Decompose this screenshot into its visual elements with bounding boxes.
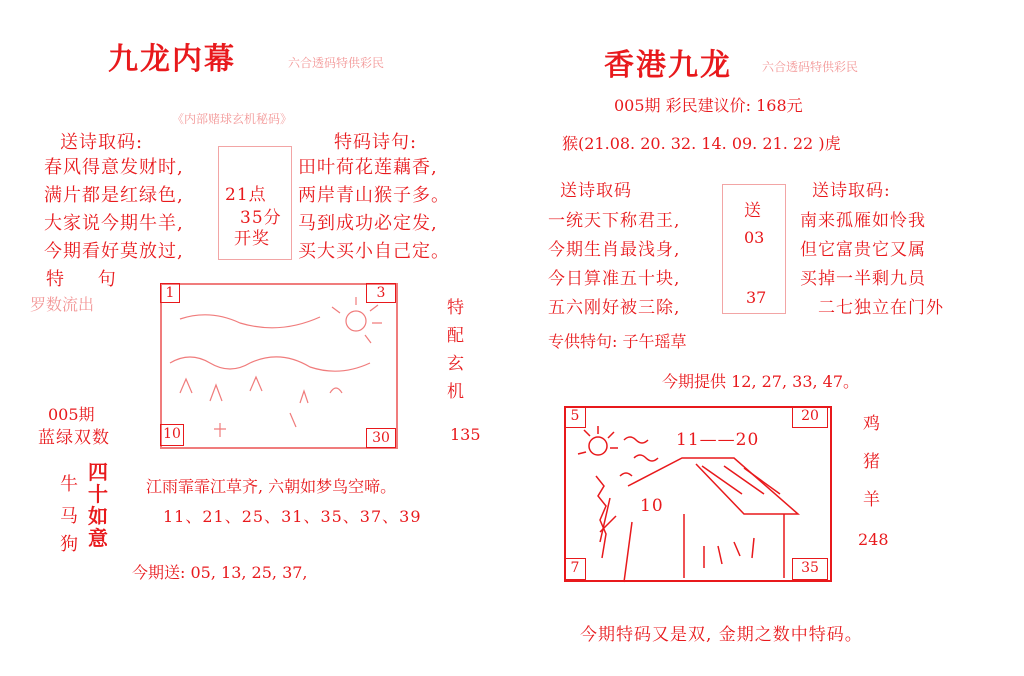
time-line: 21点	[225, 185, 267, 205]
left-corner-tl: 1	[160, 283, 180, 303]
right-poem2-line: 南来孤雁如怜我	[800, 211, 926, 231]
special-line: 专供特句: 子午瑶草	[548, 332, 687, 351]
right-poem1-line: 今日算准五十块,	[548, 269, 681, 289]
left-poem1-line: 今期看好莫放过,	[44, 241, 184, 262]
left-period: 005期	[48, 405, 95, 424]
monkey-line: 猴(21.08. 20. 32. 14. 09. 21. 22 )虎	[562, 134, 841, 153]
si-shi-char: 四	[88, 460, 108, 484]
animal-label: 狗	[60, 534, 79, 555]
left-poem2-line: 田叶荷花莲藕香,	[298, 157, 438, 178]
right-poem1-line: 今期生肖最浅身,	[548, 240, 681, 260]
send-box-line: 37	[746, 288, 767, 307]
left-corner-bl: 10	[160, 424, 184, 446]
left-poem1-header: 送诗取码:	[60, 132, 144, 153]
time-line: 35分	[240, 208, 282, 228]
price-line: 005期 彩民建议价: 168元	[614, 96, 803, 115]
right-corner-bl: 7	[564, 558, 586, 580]
right-corner-tr: 20	[792, 406, 828, 428]
right-corner-br: 35	[792, 558, 828, 580]
right-poem1-line: 五六刚好被三除,	[548, 298, 681, 318]
right-poem1-line: 一统天下称君王,	[548, 211, 681, 231]
right-vertical-char: 配	[447, 326, 465, 346]
left-sketch-drawing	[160, 283, 394, 445]
left-poem2-header: 特码诗句:	[334, 132, 418, 153]
right-footer: 今期特码又是双, 金期之数中特码。	[580, 625, 863, 645]
animal-label: 猪	[863, 452, 881, 472]
left-poem2-line: 买大买小自己定。	[298, 241, 450, 262]
si-shi-char: 十	[88, 482, 108, 506]
left-subtitle: 六合透码特供彩民	[288, 56, 385, 70]
left-poem2-line: 两岸青山猴子多。	[298, 185, 450, 206]
sketch-ten: 10	[640, 496, 664, 516]
animal-label: 鸡	[863, 414, 881, 434]
left-faint-line: 《内部赌球玄机秘码》	[172, 112, 293, 126]
left-poem1-line: 春风得意发财时,	[44, 157, 184, 178]
send-box-line: 送	[744, 201, 762, 221]
color-note: 蓝绿双数	[38, 428, 110, 448]
right-vertical-char: 机	[447, 382, 465, 402]
numbers-line: 11、21、25、31、35、37、39	[163, 507, 422, 526]
left-poem2-line: 马到成功必定发,	[298, 213, 438, 234]
time-line: 开奖	[234, 229, 270, 249]
si-shi-char: 意	[88, 526, 108, 550]
right-title: 香港九龙	[604, 48, 732, 83]
animal-label: 马	[60, 506, 79, 527]
left-corner-br: 30	[366, 428, 396, 448]
right-poem2-line: 但它富贵它又属	[800, 240, 926, 260]
right-poem1-header: 送诗取码	[560, 181, 632, 201]
left-title: 九龙内幕	[108, 42, 236, 77]
right-vertical-char: 玄	[447, 354, 465, 374]
si-shi-char: 如	[88, 504, 108, 528]
luo-shu-label: 罗数流出	[30, 295, 95, 314]
right-poem2-line: 二七独立在门外	[818, 298, 944, 318]
right-vertical-char: 特	[447, 298, 465, 318]
left-poem1-line: 大家说今期牛羊,	[44, 213, 184, 234]
num-135: 135	[450, 425, 481, 444]
num-248: 248	[858, 530, 889, 549]
today-provide: 今期提供 12, 27, 33, 47。	[662, 372, 860, 391]
right-subtitle: 六合透码特供彩民	[762, 60, 859, 74]
poem-line: 江雨霏霏江草齐, 六朝如梦鸟空啼。	[146, 477, 397, 496]
animal-label: 牛	[60, 474, 79, 495]
left-corner-tr: 3	[366, 283, 396, 303]
te-ju-label: 特 句	[46, 269, 130, 290]
left-poem1-line: 满片都是红绿色,	[44, 185, 184, 206]
today-send: 今期送: 05, 13, 25, 37,	[132, 563, 308, 582]
right-poem2-header: 送诗取码:	[812, 181, 891, 201]
animal-label: 羊	[863, 490, 881, 510]
send-box-line: 03	[744, 228, 765, 247]
right-corner-tl: 5	[564, 406, 586, 428]
sketch-label: 11——20	[676, 430, 760, 450]
right-poem2-line: 买掉一半剩九员	[800, 269, 926, 289]
